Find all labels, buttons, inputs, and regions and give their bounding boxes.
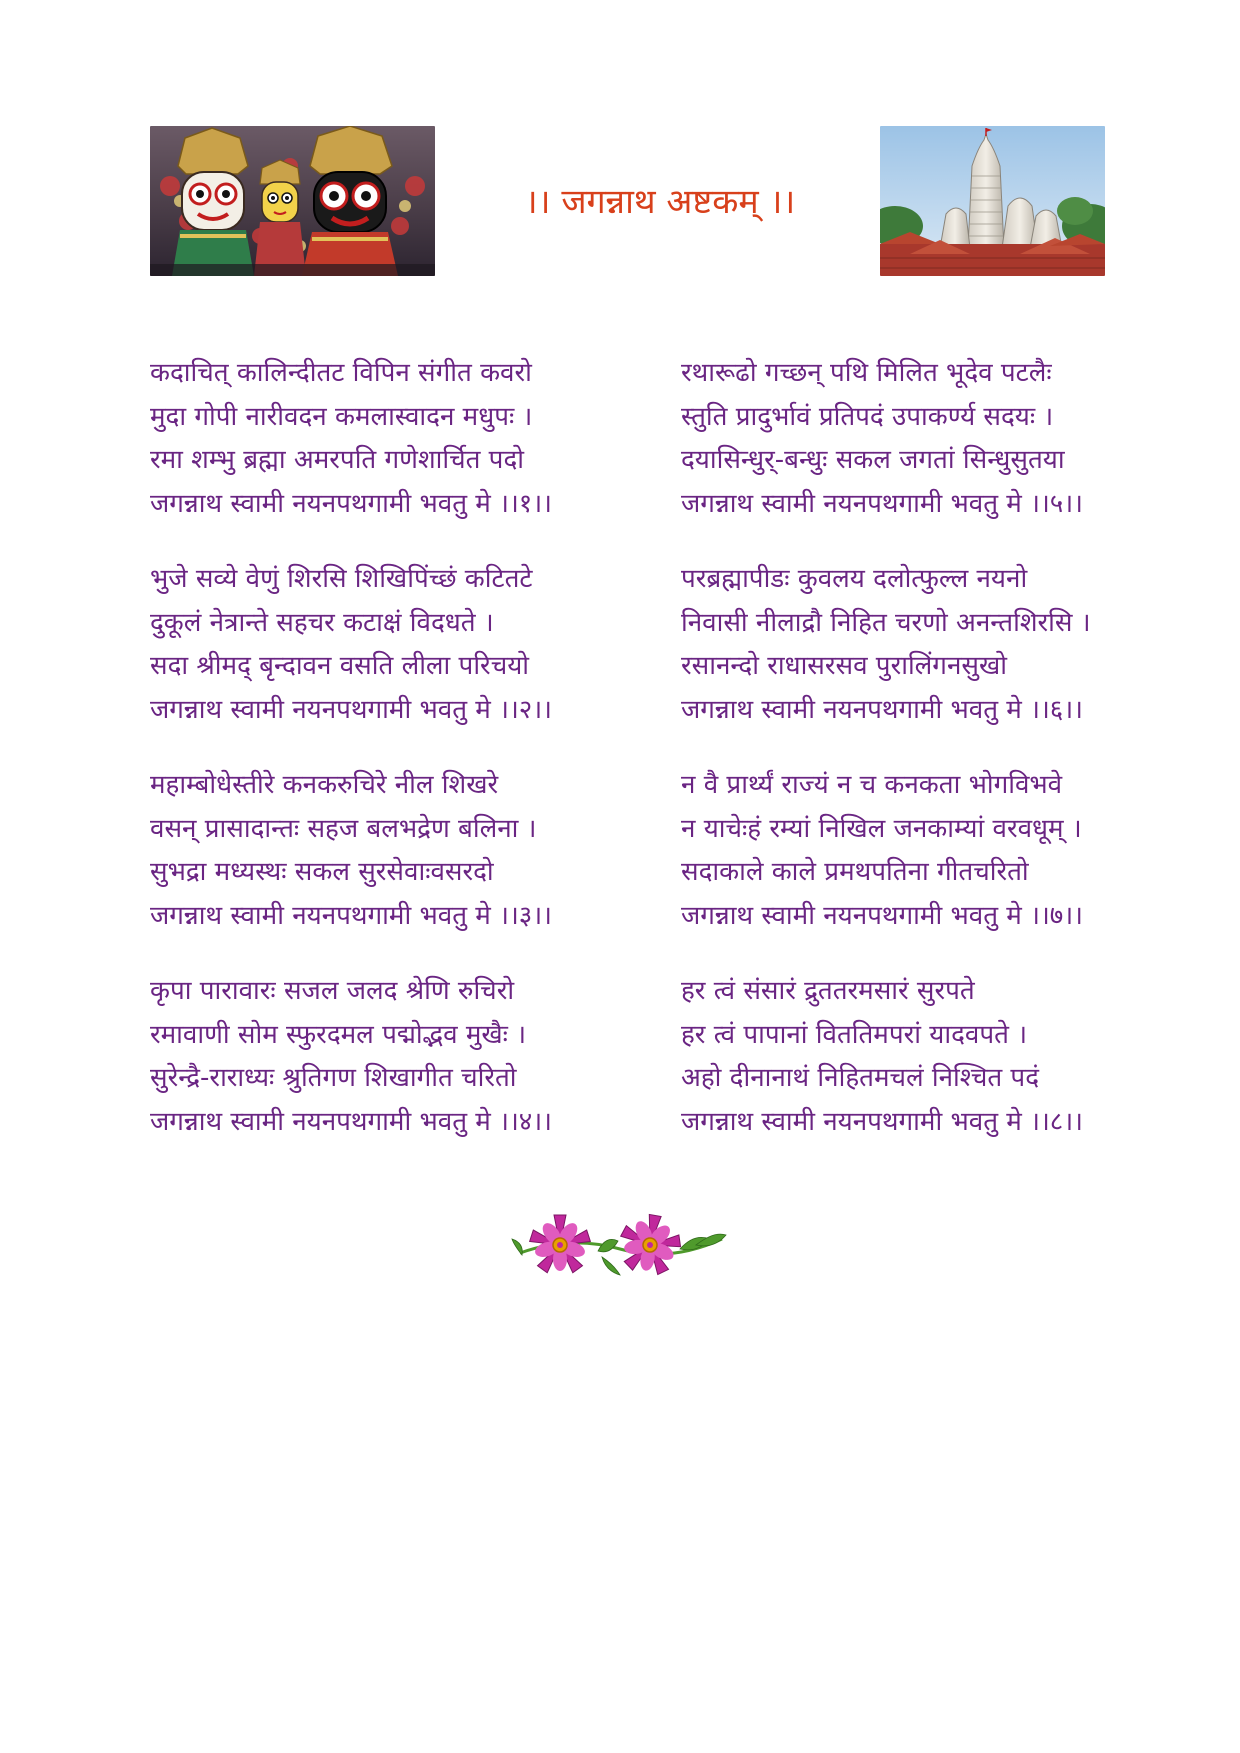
verse-8 [681,970,1151,1144]
verse-refrain: जगन्नाथ स्वामी नयनपथगामी भवतु मे ।।५।। [681,488,1084,519]
verse-refrain: जगन्नाथ स्वामी नयनपथगामी भवतु मे ।।३।। [150,900,553,931]
verse-refrain: जगन्नाथ स्वामी नयनपथगामी भवतु मे ।।६।। [681,694,1084,725]
verse-line: रमा शम्भु ब्रह्मा अमरपति गणेशार्चित पदो [150,445,524,475]
verse-line: न याचेःहं रम्यां निखिल जनकाम्यां वरवधूम् । [681,813,1082,844]
flower-vine-decoration [510,1205,730,1285]
verse-line: महाम्बोधेस्तीरे कनकरुचिरे नील शिखरे [150,770,499,800]
verse-6 [681,558,1151,732]
verse-line: सदाकाले काले प्रमथपतिना गीतचरितो [681,857,1029,887]
verse-refrain: जगन्नाथ स्वामी नयनपथगामी भवतु मे ।।४।। [150,1106,553,1137]
verse-refrain: जगन्नाथ स्वामी नयनपथगामी भवतु मे ।।२।। [150,694,553,725]
verse-line: निवासी नीलाद्रौ निहित चरणो अनन्तशिरसि । [681,607,1091,638]
verse-line: सुरेन्द्रै-राराध्यः श्रुतिगण शिखागीत चरितो [150,1063,517,1093]
verses-left-column [150,352,620,1176]
verse-line: भुजे सव्ये वेणुं शिरसि शिखिपिंच्छं कटितटे [150,564,533,594]
verses-right-column [681,352,1151,1176]
verse-line: रथारूढो गच्छन् पथि मिलित भूदेव पटलैः [681,358,1052,388]
verse-line: हर त्वं पापानां विततिमपरां यादवपते । [681,1019,1028,1050]
verse-line: वसन् प्रासादान्तः सहज बलभद्रेण बलिना । [150,813,537,844]
verse-line: रमावाणी सोम स्फुरदमल पद्मोद्भव मुखैः । [150,1019,527,1050]
verse-refrain: जगन्नाथ स्वामी नयनपथगामी भवतु मे ।।८।। [681,1106,1084,1137]
verse-line: स्तुति प्रादुर्भावं प्रतिपदं उपाकर्ण्य सदयः । [681,401,1054,432]
verse-line: हर त्वं संसारं द्रुततरमसारं सुरपते [681,976,975,1006]
verse-line: न वै प्रार्थ्यं राज्यं न च कनकता भोगविभवे [681,770,1063,800]
verse-line: दयासिन्धुर्-बन्धुः सकल जगतां सिन्धुसुतया [681,445,1065,475]
verse-line: सदा श्रीमद् बृन्दावन वसति लीला परिचयो [150,651,530,681]
verse-refrain: जगन्नाथ स्वामी नयनपथगामी भवतु मे ।।१।। [150,488,553,519]
verse-2 [150,558,620,732]
verse-5 [681,352,1151,526]
verse-line: परब्रह्मापीडः कुवलय दलोत्फुल्ल नयनो [681,564,1028,594]
verse-1 [150,352,620,526]
verse-7 [681,764,1151,938]
verse-line: अहो दीनानाथं निहितमचलं निश्चित पदं [681,1063,1040,1093]
jagannath-deities-image [150,126,435,276]
verse-4 [150,970,620,1144]
verse-line: मुदा गोपी नारीवदन कमलास्वादन मधुपः । [150,401,533,432]
verse-line: कदाचित् कालिन्दीतट विपिन संगीत कवरो [150,358,532,388]
verse-refrain: जगन्नाथ स्वामी नयनपथगामी भवतु मे ।।७।। [681,900,1084,931]
verse-line: सुभद्रा मध्यस्थः सकल सुरसेवाःवसरदो [150,857,494,887]
jagannath-temple-image [880,126,1105,276]
verse-line: कृपा पारावारः सजल जलद श्रेणि रुचिरो [150,976,515,1006]
verse-line: रसानन्दो राधासरसव पुरालिंगनसुखो [681,651,1007,681]
page-title: ।। जगन्नाथ अष्टकम् ।। [524,182,796,222]
verse-3 [150,764,620,938]
verse-line: दुकूलं नेत्रान्ते सहचर कटाक्षं विदधते । [150,607,494,638]
